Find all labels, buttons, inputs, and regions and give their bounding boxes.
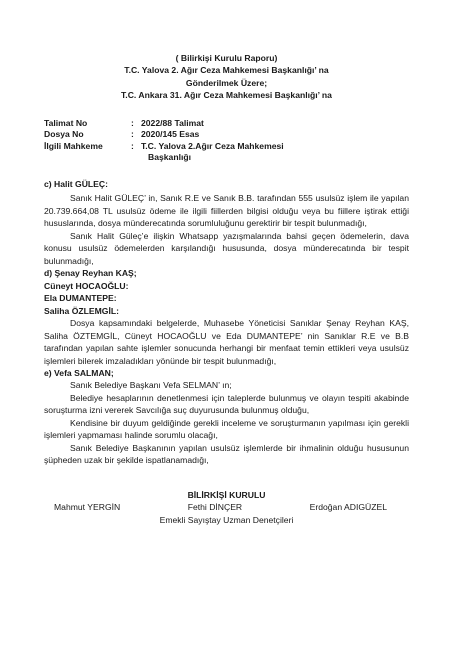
meta-row-file [44, 129, 409, 141]
signature-footer: Emekli Sayıştay Uzman Denetçileri [159, 514, 294, 525]
meta-separator: : [131, 129, 134, 140]
section-c-heading: c) Halit GÜLEÇ: [44, 179, 108, 189]
meta-key: İlgili Mahkeme [44, 140, 103, 151]
section-d-name-2: Ela DUMANTEPE: [44, 293, 117, 304]
forwarding-line: Gönderilmek Üzere; [185, 77, 268, 88]
signatory-name: Erdoğan ADIGÜZEL [309, 502, 387, 513]
sending-court-line: T.C. Ankara 31. Ağır Ceza Mahkemesi Başkanlığı’ na [121, 90, 332, 101]
section-c [44, 178, 409, 267]
section-d-paragraph-1: Dosya kapsamındaki belgelerde, Muhasebe Yöneticisi Sanıklar Şenay Reyhan KAŞ, Saliha ÖZTEMGİL, Cüneyt HOCAOĞLU ve Eda DUMANTEPE’ nin Sanıklar R.E ve B.B tarafından yapılan sahte işlemler sonucunda herhangi bir menfaat temin ettikleri veya usulsüz işlemleri bilerek imzaladıkları yönünde bir tespit bulunmadığı, [44, 318, 409, 366]
meta-separator: : [131, 140, 134, 151]
meta-value: 2022/88 Talimat [141, 117, 204, 128]
section-d [44, 267, 409, 367]
signatory-name: Fethi DİNÇER [187, 502, 243, 513]
signature-block [44, 489, 409, 527]
section-e-paragraph-3: Kendisine bir duyum geldiğinde gerekli inceleme ve soruşturmanın yapılması için gerekli işlemleri yapmaması halinde sorumlu olacağı, [44, 417, 409, 441]
meta-key: Dosya No [44, 129, 84, 140]
meta-separator: : [131, 117, 134, 128]
meta-row-court [44, 141, 409, 153]
meta-key: Talimat No [44, 117, 88, 128]
signature-names [44, 501, 409, 514]
section-c-paragraph-1: Sanık Halit GÜLEÇ’ in, Sanık R.E ve Sanık B.B. tarafından 555 usulsüz işlem ile yapılan 20.739.664,08 TL usulsüz ödeme ile ilgili fiillerden bilgisi olduğu veya bu fiillere iştirak ettiği hususlarında, dosya münderecatında sorumluluğunu gerektirir bir tespit bulunmadığı, [44, 193, 409, 229]
section-e-paragraph-2: Belediye hesaplarının denetlenmesi için taleplerde bulunmuş ve olayın tespiti akabinde soruşturma izni vererek Savcılığa suç duyurusunda bulunmuş olduğu, [44, 392, 409, 416]
signature-title: BİLİRKİŞİ KURULU [187, 489, 266, 500]
meta-row-instruction [44, 118, 409, 130]
section-d-name-1: Cüneyt HOCAOĞLU: [44, 280, 129, 291]
section-e-paragraph-1: Sanık Belediye Başkanı Vefa SELMAN’ ın; [70, 380, 232, 391]
meta-value: 2020/145 Esas [141, 129, 200, 140]
section-d-name-3: Saliha ÖZLEMGİL: [44, 305, 119, 316]
section-c-paragraph-2: Sanık Halit Güleç’e ilişkin Whatsapp yazışmalarında bahsi geçen ödemelerin, dava konusu usulsüz ödemelerden karşılandığı hususunda, dosya münderecatında bir tespit bulunmadığı, [44, 230, 409, 266]
section-e [44, 367, 409, 467]
recipient-court-line: T.C. Yalova 2. Ağır Ceza Mahkemesi Başkanlığı’ na [124, 65, 329, 76]
meta-value: T.C. Yalova 2.Ağır Ceza Mahkemesi [141, 140, 284, 151]
section-e-heading: e) Vefa SALMAN; [44, 368, 114, 379]
section-d-heading: d) Şenay Reyhan KAŞ; [44, 268, 137, 279]
signatory-name: Mahmut YERGİN [54, 502, 121, 513]
document-header [44, 52, 409, 102]
case-meta [44, 118, 409, 164]
section-e-paragraph-4: Sanık Belediye Başkanının yapılan usulsüz işlemlerde bir ihmalinin olduğu hususunun şüpheden uzak bir şekilde ispatlanamadığı, [44, 442, 409, 466]
report-type-line: ( Bilirkişi Kurulu Raporu) [175, 53, 278, 63]
meta-value-continuation: Başkanlığı [148, 152, 191, 163]
